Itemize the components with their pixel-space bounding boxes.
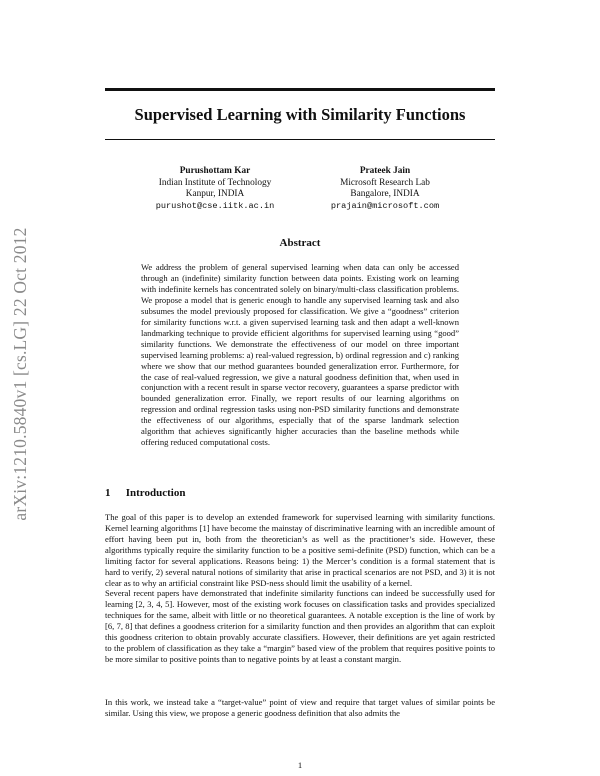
author-location: Bangalore, INDIA <box>350 189 420 199</box>
author-name: Purushottam Kar <box>179 166 251 176</box>
paper-title: Supervised Learning with Similarity Functions <box>134 105 466 124</box>
arxiv-identifier-stamp: arXiv:1210.5840v1 [cs.LG] 22 Oct 2012 <box>10 227 30 521</box>
paragraph: The goal of this paper is to develop an extended framework for supervised learning with similarity functions. Kernel learning algorithms [1] have become the mainstay of discriminative learning with an incredible amount of effort having been put in, both from the theoretician’s as well as the practitioner’s side. However, these algorithms typically require the similarity function to be a positive semi-definite (PSD) function, which can be a limiting factor for several applications. Reasons being: 1) the Mercer’s condition is a formal statement that is hard to verify, 2) several natural notions of similarity that arise in practical scenarios are not PSD, and 3) it is not clear as to why an artificial constraint like PSD-ness should limit the usability of a kernel. <box>105 512 495 588</box>
author-block-2 <box>300 166 470 212</box>
page-number: 1 <box>297 760 303 770</box>
section-title: Introduction <box>125 487 186 499</box>
author-location: Kanpur, INDIA <box>185 189 245 199</box>
abstract-heading: Abstract <box>279 237 321 249</box>
title-bottom-rule <box>105 139 495 140</box>
abstract-text: We address the problem of general supervised learning when data can only be accessed through an (indefinite) similarity function between data points. Existing work on learning with indefinite kernels has concentrated solely on binary/multi-class classification problems. We propose a model that is generic enough to handle any supervised learning task and also subsumes the model previously proposed for classification. We give a “goodness” criterion for similarity functions w.r.t. a given supervised learning task and then adapt a well-known landmarking technique to provide efficient algorithms for supervised learning using “good” similarity functions. We demonstrate the effectiveness of our model on three important supervised learning problems: a) real-valued regression, b) ordinal regression and c) ranking where we show that our method guarantees bounded generalization error. Furthermore, for the case of real-valued regression, we give a natural goodness definition that, when used in conjunction with a recent result in sparse vector recovery, guarantees a sparse predictor with bounded generalization error. Finally, we report results of our learning algorithms on regression and ordinal regression tasks using non-PSD similarity functions and demonstrate the effectiveness of our algorithms, especially that of the sparse landmark selection algorithm that achieves significantly higher accuracies than the baseline methods while offering reduced computational costs. <box>141 262 459 448</box>
paragraph: Several recent papers have demonstrated that indefinite similarity functions can indeed be successfully used for learning [2, 3, 4, 5]. However, most of the existing work focuses on classification tasks and provides specialized techniques for the same, albeit with little or no theoretical guarantees. A notable exception is the line of work by [6, 7, 8] that defines a goodness criterion for a similarity function and then provides an algorithm that can exploit this goodness criterion to obtain provably accurate classifiers. However, their definitions are yet again restricted to the problem of classification as they take a “margin” based view of the problem that requires positive points to be more similar to positive points than to negative points by at least a constant margin. <box>105 588 495 664</box>
author-block-1 <box>130 166 300 212</box>
author-email: prajain@microsoft.com <box>330 200 440 211</box>
author-name: Prateek Jain <box>359 166 411 176</box>
author-email: purushot@cse.iitk.ac.in <box>155 200 275 211</box>
title-top-rule <box>105 88 495 91</box>
author-affiliation: Indian Institute of Technology <box>158 177 272 188</box>
section-heading <box>105 486 185 500</box>
author-affiliation: Microsoft Research Lab <box>340 177 430 188</box>
paragraph: In this work, we instead take a “target-value” point of view and require that target values of similar points be similar. Using this view, we propose a generic goodness definition that also admits the <box>105 697 495 718</box>
section-number: 1 <box>105 487 111 499</box>
